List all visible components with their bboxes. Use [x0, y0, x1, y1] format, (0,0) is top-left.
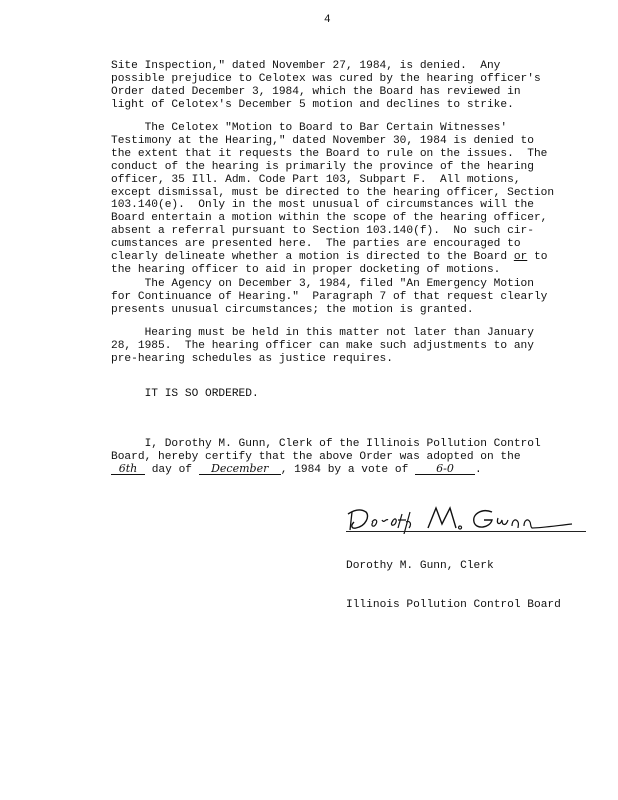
signature-line: [346, 531, 586, 532]
text-line: 103.140(e). Only in the most unusual of circumstances will the: [111, 199, 534, 212]
text-line: light of Celotex's December 5 motion and declines to strike.: [111, 98, 514, 111]
handwritten-month: December: [199, 464, 281, 475]
text-line: Board, hereby certify that the above Order was adopted on the: [111, 450, 521, 463]
text-line: IT IS SO ORDERED.: [111, 388, 259, 400]
text-line: the extent that it requests the Board to rule on the issues. The: [111, 147, 548, 160]
signature-block: [346, 534, 561, 637]
text-line: officer, 35 Ill. Adm. Code Part 103, Subpart F. All motions,: [111, 173, 521, 186]
handwritten-vote: 6-0: [415, 464, 475, 475]
text-line: for Continuance of Hearing." Paragraph 7 of that request clearly: [111, 290, 548, 303]
text-line: cumstances are presented here. The parties are encouraged to: [111, 238, 521, 251]
text-line: absent a referral pursuant to Section 103.140(f). No such cir-: [111, 225, 534, 238]
text-line: conduct of the hearing is primarily the province of the hearing: [111, 160, 534, 173]
paragraph-site-inspection: [111, 60, 591, 112]
text-segment: .: [475, 463, 482, 476]
text-line: The Agency on December 3, 1984, filed "An Emergency Motion: [111, 278, 534, 290]
text-segment: to: [527, 251, 548, 264]
text-line: the hearing officer to aid in proper docketing of motions.: [111, 263, 501, 276]
underlined-word: or: [513, 251, 528, 264]
text-line: Order dated December 3, 1984, which the Board has reviewed in: [111, 85, 521, 98]
board-name: Illinois Pollution Control Board: [346, 598, 561, 611]
text-line: Testimony at the Hearing," dated November 30, 1984 is denied to: [111, 134, 534, 147]
text-line: pre-hearing schedules as justice requires.: [111, 352, 393, 365]
clerk-certification: [111, 438, 591, 477]
page-number: 4: [324, 14, 331, 26]
text-segment: day of: [145, 463, 199, 476]
clerk-name: Dorothy M. Gunn, Clerk: [346, 559, 494, 572]
text-line: Board entertain a motion within the scope of the hearing officer,: [111, 212, 548, 225]
handwritten-day: 6th: [111, 464, 145, 475]
text-line: except dismissal, must be directed to the hearing officer, Section: [111, 186, 555, 199]
handwritten-signature: [344, 500, 580, 534]
text-line: [111, 461, 591, 477]
paragraph-hearing-deadline: [111, 327, 591, 366]
text-segment: , 1984 by a vote of: [280, 463, 415, 476]
paragraph-agency-motion: [111, 278, 591, 317]
text-line: 28, 1985. The hearing officer can make such adjustments to any: [111, 339, 534, 352]
text-line: presents unusual circumstances; the motion is granted.: [111, 303, 474, 316]
paragraph-celotex-motion: [111, 122, 591, 277]
text-line: Hearing must be held in this matter not later than January: [111, 327, 534, 339]
text-line: I, Dorothy M. Gunn, Clerk of the Illinois Pollution Control: [111, 438, 541, 450]
ordered-statement: [111, 388, 591, 401]
text-line: [111, 251, 591, 264]
text-line: Site Inspection," dated November 27, 1984, is denied. Any: [111, 60, 501, 72]
text-segment: clearly delineate whether a motion is directed to the Board: [111, 251, 514, 264]
text-line: The Celotex "Motion to Board to Bar Certain Witnesses': [111, 122, 508, 134]
text-line: possible prejudice to Celotex was cured by the hearing officer's: [111, 72, 541, 85]
